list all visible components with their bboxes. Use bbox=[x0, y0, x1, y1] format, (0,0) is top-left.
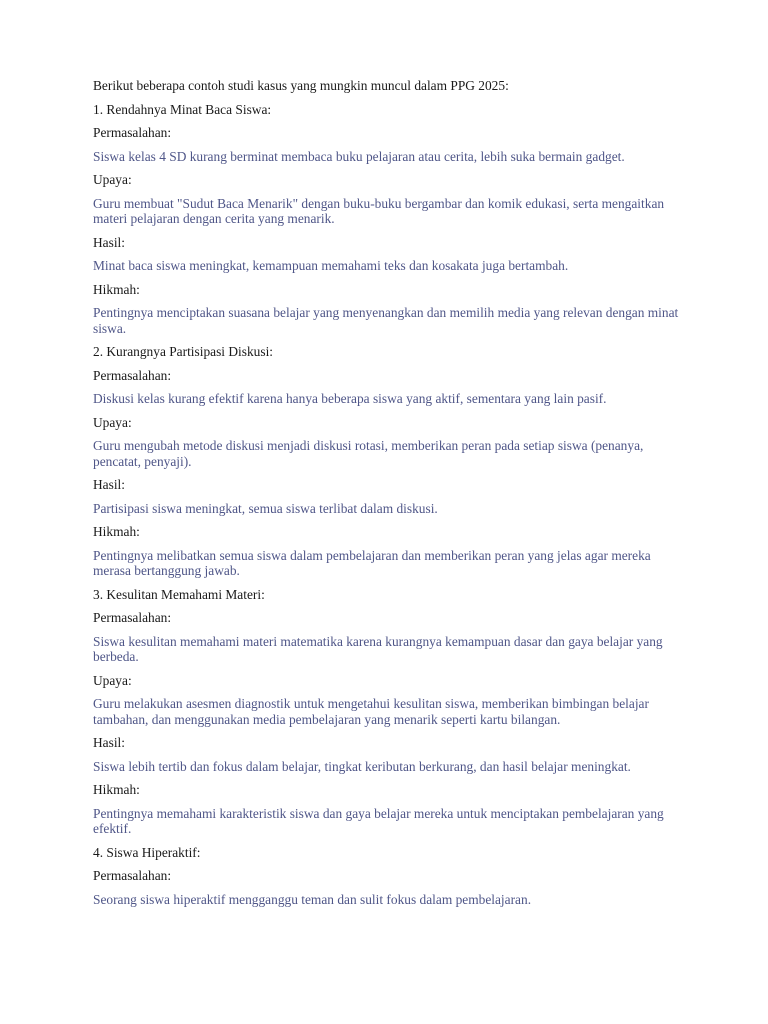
upaya-text: Guru membuat "Sudut Baca Menarik" dengan buku-buku bergambar dan komik edukasi, serta mengaitkan materi pelajaran dengan cerita yang menarik. bbox=[93, 195, 665, 226]
permasalahan-text: Diskusi kelas kurang efektif karena hanya beberapa siswa yang aktif, sementara yang lain pasif. bbox=[93, 391, 607, 406]
upaya-text: Guru mengubah metode diskusi menjadi diskusi rotasi, memberikan peran pada setiap siswa (penanya, pencatat, penyaji). bbox=[93, 438, 644, 469]
upaya-label: Upaya: bbox=[93, 672, 132, 688]
upaya-text: Guru melakukan asesmen diagnostik untuk mengetahui kesulitan siswa, memberikan bimbingan belajar tambahan, dan menggunakan media pembelajaran yang menarik seperti kartu bilangan. bbox=[93, 696, 649, 727]
hikmah-text: Pentingnya memahami karakteristik siswa dan gaya belajar mereka untuk menciptakan pembelajaran yang efektif. bbox=[93, 805, 664, 836]
permasalahan-label: Permasalahan: bbox=[93, 868, 172, 883]
hikmah-label: Hikmah: bbox=[93, 524, 140, 539]
hasil-label: Hasil: bbox=[93, 735, 125, 750]
intro-text: Berikut beberapa contoh studi kasus yang mungkin muncul dalam PPG 2025: bbox=[93, 78, 509, 93]
case-section-1 bbox=[93, 102, 683, 337]
permasalahan-text: Siswa kelas 4 SD kurang berminat membaca buku pelajaran atau cerita, lebih suka bermain gadget. bbox=[93, 148, 625, 164]
hasil-text: Partisipasi siswa meningkat, semua siswa terlibat dalam diskusi. bbox=[93, 500, 438, 516]
hasil-text: Minat baca siswa meningkat, kemampuan memahami teks dan kosakata juga bertambah. bbox=[93, 258, 569, 273]
permasalahan-label: Permasalahan: bbox=[93, 367, 172, 383]
hikmah-text: Pentingnya menciptakan suasana belajar yang menyenangkan dan memilih media yang relevan dengan minat siswa. bbox=[93, 305, 679, 336]
permasalahan-text: Siswa kesulitan memahami materi matematika karena kurangnya kemampuan dasar dan gaya belajar yang berbeda. bbox=[93, 633, 663, 664]
permasalahan-label: Permasalahan: bbox=[93, 610, 172, 625]
hikmah-label: Hikmah: bbox=[93, 782, 140, 797]
section-heading: 1. Rendahnya Minat Baca Siswa: bbox=[93, 101, 272, 117]
case-section-4 bbox=[93, 845, 683, 908]
hasil-label: Hasil: bbox=[93, 234, 125, 250]
section-heading: 3. Kesulitan Memahami Materi: bbox=[93, 586, 265, 602]
permasalahan-text: Seorang siswa hiperaktif mengganggu teman dan sulit fokus dalam pembelajaran. bbox=[93, 891, 532, 907]
upaya-label: Upaya: bbox=[93, 172, 132, 187]
section-heading: 4. Siswa Hiperaktif: bbox=[93, 844, 201, 860]
upaya-label: Upaya: bbox=[93, 414, 132, 430]
hikmah-label: Hikmah: bbox=[93, 281, 140, 297]
document-page bbox=[93, 78, 683, 915]
section-heading: 2. Kurangnya Partisipasi Diskusi: bbox=[93, 344, 274, 359]
permasalahan-label: Permasalahan: bbox=[93, 125, 172, 140]
case-section-3 bbox=[93, 587, 683, 837]
hikmah-text: Pentingnya melibatkan semua siswa dalam pembelajaran dan memberikan peran yang jelas agar mereka merasa bertanggung jawab. bbox=[93, 547, 651, 578]
hasil-text: Siswa lebih tertib dan fokus dalam belajar, tingkat keributan berkurang, dan hasil belajar meningkat. bbox=[93, 758, 631, 774]
hasil-label: Hasil: bbox=[93, 477, 125, 492]
case-section-2 bbox=[93, 344, 683, 579]
